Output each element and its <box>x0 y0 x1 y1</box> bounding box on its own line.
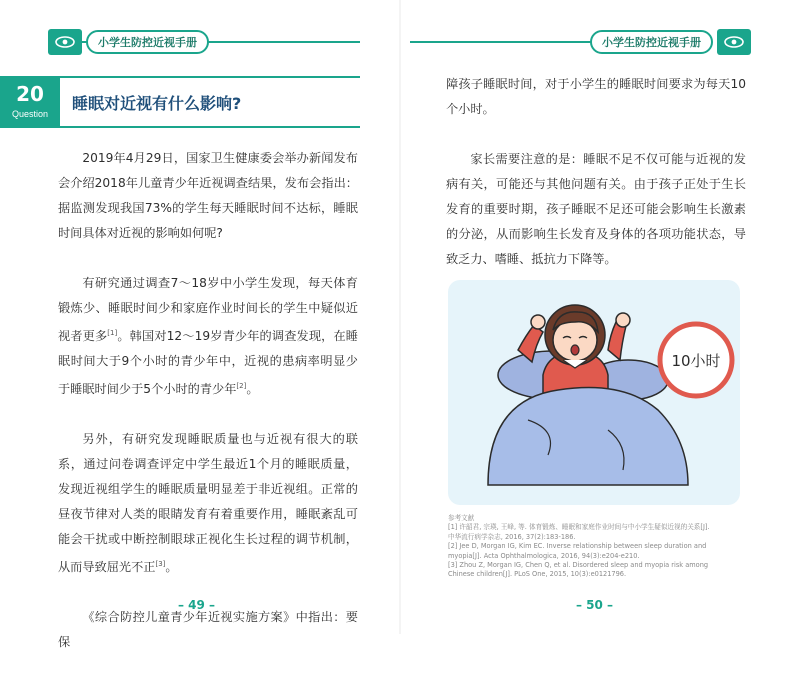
header-banner <box>590 28 751 56</box>
right-body-text <box>446 72 746 297</box>
book-eye-icon <box>717 29 751 55</box>
question-title: 睡眠对近视有什么影响? <box>72 93 242 113</box>
book-title: 小学生防控近视手册 <box>590 30 713 54</box>
reference-line: myopia[J]. Acta Ophthalmologica, 2016, 94(3):e204-e210. <box>448 551 640 560</box>
sleep-illustration <box>448 280 740 505</box>
question-title-bar <box>60 76 360 128</box>
header-banner <box>48 28 209 56</box>
paragraph: 障孩子睡眠时间，对于小学生的睡眠时间要求为每天10个小时。 <box>446 77 746 116</box>
question-label: Question <box>11 109 49 119</box>
book-eye-icon <box>48 29 82 55</box>
paragraph: 有研究通过调查7～18岁中小学生发现，每天体育锻炼少、睡眠时间少和家庭作业时间长的学生中疑似近视者更多[1]。韩国对12～19岁青少年的调查发现，在睡眠时间大于9个小时的青少年中，近视的患病率明显少于睡眠时间少于5个小时的青少年[2]。 <box>58 276 358 397</box>
girl-waking-illustration <box>448 280 740 505</box>
references <box>448 514 748 580</box>
right-page <box>400 0 800 634</box>
book-title: 小学生防控近视手册 <box>86 30 209 54</box>
page-number: – 50 – <box>576 598 614 612</box>
reference-line: [3] Zhou Z, Morgan IG, Chen Q, et al. Disordered sleep and myopia risk among <box>448 561 709 570</box>
paragraph: 2019年4月29日，国家卫生健康委会举办新闻发布会介绍2018年儿童青少年近视调查结果，发布会指出：据监测发现我国73%的学生每天睡眠时间不达标，睡眠时间具体对近视的影响如何呢? <box>58 151 358 240</box>
question-badge <box>0 76 60 128</box>
reference-line: 中华流行病学杂志, 2016, 37(2):183-186. <box>448 532 576 541</box>
reference-line: Chinese children[J]. PLoS One, 2015, 10(3):e0121796. <box>448 570 627 579</box>
citation-marker: [2] <box>236 382 247 391</box>
citation-marker: [1] <box>107 329 118 337</box>
left-page <box>0 0 400 650</box>
question-number: 20 <box>16 82 44 106</box>
page-number: – 49 – <box>178 598 216 612</box>
paragraph: 另外，有研究发现睡眠质量也与近视有很大的联系，通过问卷调查评定中学生最近1个月的睡眠质量，发现近视组学生的睡眠质量明显差于非近视组。正常的昼夜节律对人类的眼睛发育有着重要作用，睡眠紊乱可能会干扰或中断控制眼球正视化生长过程的调节机制，从而导致屈光不正[3]。 <box>58 432 358 575</box>
reference-line: [1] 许韶君, 宗瑛, 王峰, 等. 体育锻炼、睡眠和家庭作业时间与中小学生疑似近视的关系[J]. <box>448 523 710 532</box>
paragraph: 家长需要注意的是：睡眠不足不仅可能与近视的发病有关，可能还与其他问题有关。由于孩子正处于生长发育的重要时期，孩子睡眠不足还可能会影响生长激素的分泌，从而影响生长发育及身体的各项功能状态，导致乏力、嗜睡、抵抗力下降等。 <box>446 152 746 266</box>
reference-line: [2] Jee D, Morgan IG, Kim EC. Inverse relationship between sleep duration and <box>448 542 707 551</box>
citation-marker: [3] <box>155 560 166 569</box>
paragraph: 《综合防控儿童青少年近视实施方案》中指出：要保 <box>58 610 358 650</box>
clock-label: 10小时 <box>671 352 721 370</box>
references-title: 参考文献 <box>448 514 475 522</box>
